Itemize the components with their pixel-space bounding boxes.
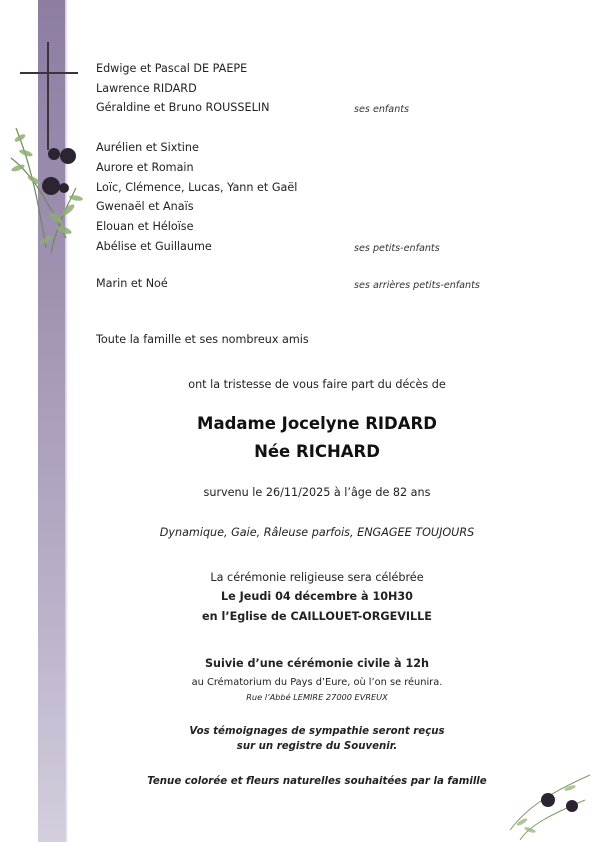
grandchildren-label: ses petits-enfants: [354, 243, 440, 254]
grandchild-name: Aurore et Romain: [96, 161, 194, 174]
announce-line: ont la tristesse de vous faire part du décès de: [188, 378, 446, 391]
grandchild-name: Gwenaël et Anaïs: [96, 200, 194, 213]
grandchild-name: Elouan et Héloïse: [96, 220, 194, 233]
grandchild-name: Abélise et Guillaume: [96, 240, 212, 253]
sympathy-line: Vos témoignages de sympathie seront reçus: [189, 726, 445, 737]
tribute-line: Dynamique, Gaie, Râleuse parfois, ENGAGEE TOUJOURS: [159, 526, 475, 539]
dress-code-line: Tenue colorée et fleurs naturelles souhaitées par la famille: [147, 776, 487, 787]
child-name: Lawrence RIDARD: [96, 82, 197, 95]
sympathy-line: sur un registre du Souvenir.: [236, 741, 398, 752]
child-name: Géraldine et Bruno ROUSSELIN: [96, 101, 270, 114]
ceremony-date: Le Jeudi 04 décembre à 10H30: [221, 590, 413, 603]
crematorium-line: au Crématorium du Pays d’Eure, où l’on se réunira.: [191, 677, 443, 688]
deceased-name: Madame Jocelyne RIDARD: [197, 414, 437, 433]
child-name: Edwige et Pascal DE PAEPE: [96, 62, 248, 75]
grandchild-name: Aurélien et Sixtine: [96, 141, 199, 154]
crematorium-address: Rue l’Abbé LEMIRE 27000 EVREUX: [246, 692, 388, 702]
children-label: ses enfants: [354, 104, 410, 115]
family-line: Toute la famille et ses nombreux amis: [96, 333, 309, 346]
ceremony-line: La cérémonie religieuse sera célébrée: [210, 571, 424, 584]
civil-ceremony-line: Suivie d’une cérémonie civile à 12h: [205, 657, 429, 670]
great-grandchildren-label: ses arrières petits-enfants: [354, 280, 480, 291]
date-line: survenu le 26/11/2025 à l’âge de 82 ans: [203, 486, 431, 499]
grandchild-name: Loïc, Clémence, Lucas, Yann et Gaël: [96, 181, 298, 194]
ceremony-place: en l’Eglise de CAILLOUET-ORGEVILLE: [202, 610, 432, 623]
cross-bar: [20, 72, 78, 74]
flower-bouquet-icon: [6, 118, 96, 258]
great-grandchild-name: Marin et Noé: [96, 277, 168, 290]
maiden-name: Née RICHARD: [254, 442, 380, 461]
